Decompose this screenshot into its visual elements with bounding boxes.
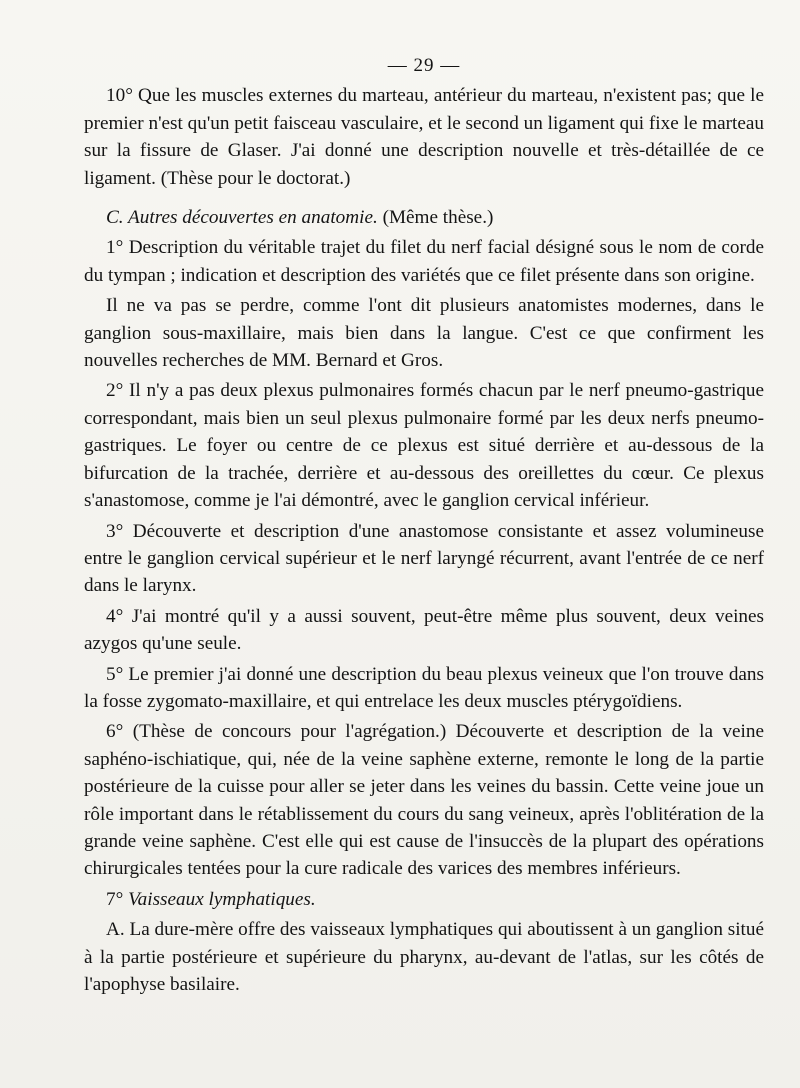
section-c-note: (Même thèse.) (377, 207, 494, 229)
paragraph-5-plexus-veineux: 5° Le premier j'ai donné une description du beau plexus veineux que l'on trouve dans la fosse zygomato-maxillaire, et qui entrelace les deux muscles ptérygoïdiens. (84, 663, 764, 712)
paragraph-a-dure-mere: A. La dure-mère offre des vaisseaux lymphatiques qui aboutissent à un ganglion situé à la partie postérieure et supérieure du pharynx, au-devant de l'atlas, sur les côtés de l'apophyse basilaire. (84, 919, 764, 995)
paragraph-3-anastomose: 3° Découverte et description d'une anastomose consistante et assez volumineuse entre le ganglion cervical supérieur et le nerf laryngé récurrent, avant l'entrée de ce nerf dans le larynx. (84, 520, 764, 597)
section-c-title: C. Autres découvertes en anatomie. (106, 207, 378, 229)
paragraph-10-muscles-marteau: 10° Que les muscles externes du marteau, antérieur du marteau, n'existent pas; que le premier n'est qu'un petit faisceau vasculaire, et le second un ligament qui fixe le marteau sur la fissure de Glaser. J'ai donné une description nouvelle et très-détaillée de ce ligament. (Thèse pour le doctorat.) (84, 85, 764, 189)
paragraph-4-veines-azygos: 4° J'ai montré qu'il y a aussi souvent, peut-être même plus souvent, deux veines azygos qu'une seule. (84, 605, 764, 655)
paragraph-1-corde-du-tympan: 1° Description du véritable trajet du filet du nerf facial désigné sous le nom de corde du tympan ; indication et description des variétés que ce filet présente dans son origine. (84, 237, 764, 286)
section-7-title: Vaisseaux lymphatiques. (128, 888, 316, 910)
section-7-number: 7° (106, 888, 129, 910)
page-text-block (84, 52, 764, 1001)
section-heading-7 (84, 886, 764, 913)
page-number: — 29 — (387, 55, 461, 76)
paragraph-2-plexus-pulmonaires: 2° Il n'y a pas deux plexus pulmonaires formés chacun par le nerf pneumo-gastrique correspondant, mais bien un seul plexus pulmonaire formé par les deux nerfs pneumo-gastriques. Le foyer ou centre de ce plexus est situé derrière et au-dessous de la bifurcation de la trachée, derrière et au-dessous des oreillettes du cœur. Ce plexus s'anastomose, comme je l'ai démontré, avec le ganglion cervical inférieur. (84, 380, 764, 512)
paragraph-6-veine-saphene: 6° (Thèse de concours pour l'agrégation.) Découverte et description de la veine saphéno-ischiatique, qui, née de la veine saphène externe, remonte le long de la partie postérieure de la cuisse pour aller se jeter dans les veines du bassin. Cette veine joue un rôle important dans le rétablissement du cours du sang veineux, après l'oblitération de la grande veine saphène. C'est elle qui est cause de l'insuccès de la plupart des opérations chirurgicales tentées pour la cure radicale des varices des membres inférieurs. (84, 721, 764, 880)
section-heading-c (84, 204, 764, 231)
paragraph-ganglion-sous-maxillaire: Il ne va pas se perdre, comme l'ont dit plusieurs anatomistes modernes, dans le ganglion sous-maxillaire, mais bien dans la langue. C'est ce que confirment les nouvelles recherches de MM. Bernard et Gros. (84, 295, 764, 372)
